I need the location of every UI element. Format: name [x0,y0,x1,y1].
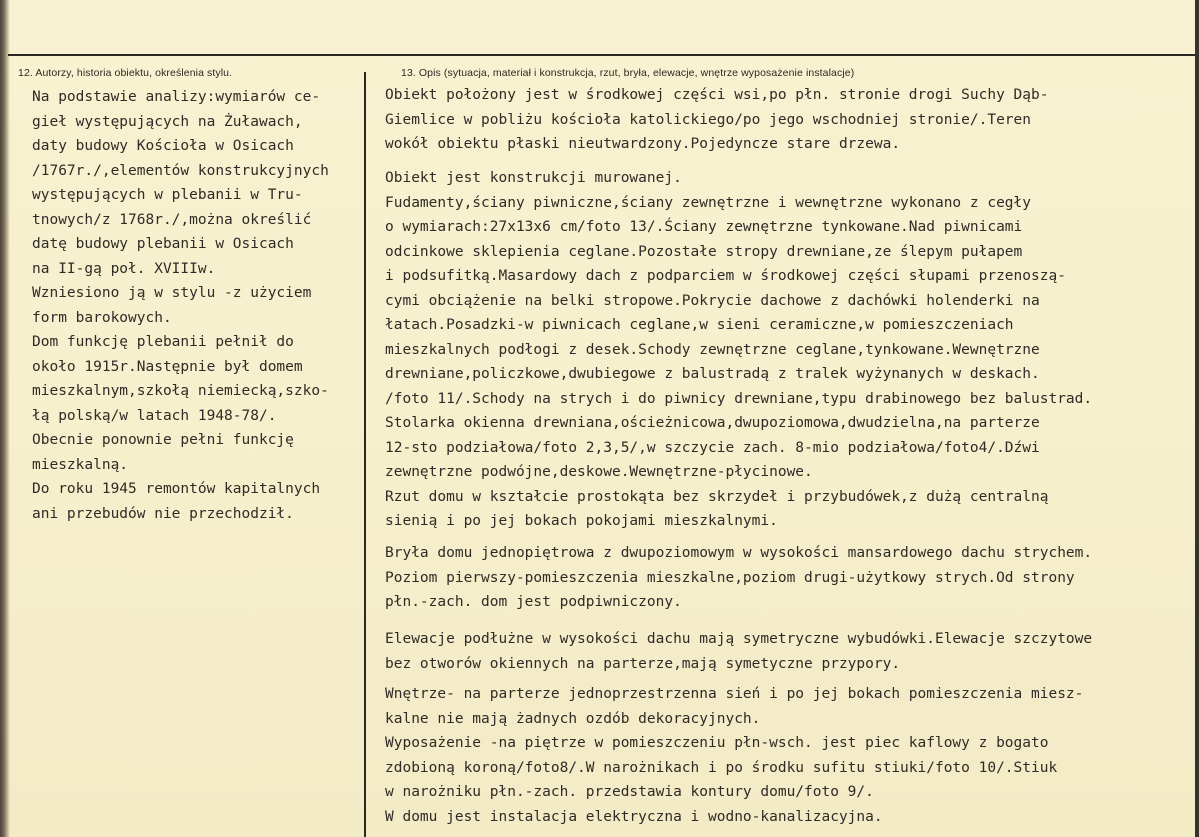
text-line: form barokowych. [32,309,172,326]
text-line: płn.-zach. dom jest podpiwniczony. [385,594,682,610]
text-line: mieszkalnych podłogi z desek.Schody zewnętrzne ceglane,tynkowane.Wewnętrzne [385,341,1040,358]
text-line: Wyposażenie -na piętrze w pomieszczeniu płn-wsch. jest piec kaflowy z bogato [385,735,1049,751]
paragraph-massing [385,541,1092,615]
text-line: łą polską/w latach 1948-78/. [32,407,277,424]
text-line: kalne nie mają żadnych ozdób dekoracyjnych. [385,710,761,727]
text-line: mieszkalną. [32,456,129,473]
text-line: Giemlice w pobliżu kościoła katolickiego/po jego wschodniej stronie/.Teren [385,111,1032,128]
text-line: Do roku 1945 remontów kapitalnych [32,481,321,497]
text-line: Wzniesiono ją w stylu -z użyciem [32,285,312,301]
text-line: występujących w plebanii w Tru- [32,187,303,203]
text-line: daty budowy Kościoła w Osicach [32,138,294,154]
text-line: cymi obciążenie na belki stropowe.Pokrycie dachowe z dachówki holenderki na [385,292,1040,309]
text-line: Dom funkcję plebanii pełnił do [32,334,294,350]
history-text-column [32,85,329,526]
text-line: zdobioną koroną/foto8/.W narożnikach i po środku sufitu stiuki/foto 10/.Stiuk [385,759,1058,776]
text-line: łatach.Posadzki-w piwnicach ceglane,w sieni ceramiczne,w pomieszczeniach [385,317,1014,333]
text-line: datę budowy plebanii w Osicach [32,236,294,252]
text-line: Bryła domu jednopiętrowa z dwupoziomowym w wysokości mansardowego dachu strychem. [385,545,1093,561]
text-line: gieł występujących na Żuławach, [32,113,303,130]
text-line: bez otworów okiennych na parterze,mają symetyczne przypory. [385,655,901,672]
text-line: Rzut domu w kształcie prostokąta bez skrzydeł i przybudówek,z dużą centralną [385,488,1049,505]
column-divider [364,72,366,837]
section-13-heading: 13. Opis (sytuacja, materiał i konstrukcja, rzut, bryła, elewacje, wnętrze wyposażenie instalacje) [401,67,855,79]
text-line: tnowych/z 1768r./,można określić [32,211,312,228]
text-line: /foto 11/.Schody na strych i do piwnicy drewniane,typu drabinowego bez balustrad. [385,390,1093,407]
text-line: W domu jest instalacja elektryczna i wodno-kanalizacyjna. [385,808,883,825]
text-line: Wnętrze- na parterze jednoprzestrzenna sień i po jej bokach pomieszczenia miesz- [385,686,1084,702]
text-line: Obecnie ponownie pełni funkcję [32,432,294,448]
section-12-heading: 12. Autorzy, historia obiektu, określenia stylu. [18,67,233,79]
text-line: odcinkowe sklepienia ceglane.Pozostałe stropy drewniane,ze ślepym pułapem [385,243,1023,260]
paragraph-interior [385,682,1083,829]
text-line: 12-sto podziałowa/foto 2,3,5/,w szczycie zach. 8-mio podziałowa/foto4/.Dźwi [385,439,1040,456]
text-line: Na podstawie analizy:wymiarów ce- [32,89,321,105]
text-line: o wymiarach:27x13x6 cm/foto 13/.Ściany zewnętrzne tynkowane.Nad piwnicami [385,219,1023,235]
text-line: ani przebudów nie przechodził. [32,505,294,522]
header-rule [8,54,1195,56]
text-line: Fudamenty,ściany piwniczne,ściany zewnętrzne i wewnętrzne wykonano z cegły [385,194,1032,211]
text-line: mieszkalnym,szkołą niemiecką,szko- [32,383,329,399]
page-right-edge [1195,0,1199,837]
text-line: sienią i po jej bokach pokojami mieszkalnymi. [385,513,778,529]
text-line: zewnętrzne podwójne,deskowe.Wewnętrzne-płycinowe. [385,464,813,480]
text-line: około 1915r.Następnie był domem [32,358,303,375]
text-line: Stolarka okienna drewniana,ościeżnicowa,dwupoziomowa,dwudzielna,na parterze [385,415,1040,431]
paragraph-location [385,83,1048,157]
text-line: Poziom pierwszy-pomieszczenia mieszkalne,poziom drugi-użytkowy strych.Od strony [385,569,1075,586]
text-line: /1767r./,elementów konstrukcyjnych [32,162,329,179]
text-line: Obiekt położony jest w środkowej części wsi,po płn. stronie drogi Suchy Dąb- [385,87,1049,103]
text-line: na II-gą poł. XVIIIw. [32,260,216,277]
paragraph-elevations [385,627,1092,676]
paragraph-construction [385,166,1092,534]
text-line: Obiekt jest konstrukcji murowanej. [385,170,682,186]
text-line: drewniane,policzkowe,dwubiegowe z balustradą z tralek wyżynanych w deskach. [385,366,1040,382]
text-line: w narożniku płn.-zach. przedstawia kontury domu/foto 9/. [385,784,874,800]
text-line: Elewacje podłużne w wysokości dachu mają symetryczne wybudówki.Elewacje szczytowe [385,631,1093,647]
page-left-edge [0,0,10,837]
text-line: wokół obiektu płaski nieutwardzony.Pojedyncze stare drzewa. [385,136,901,152]
text-line: i podsufitką.Masardowy dach z podparciem w środkowej części słupami przenoszą- [385,268,1066,284]
